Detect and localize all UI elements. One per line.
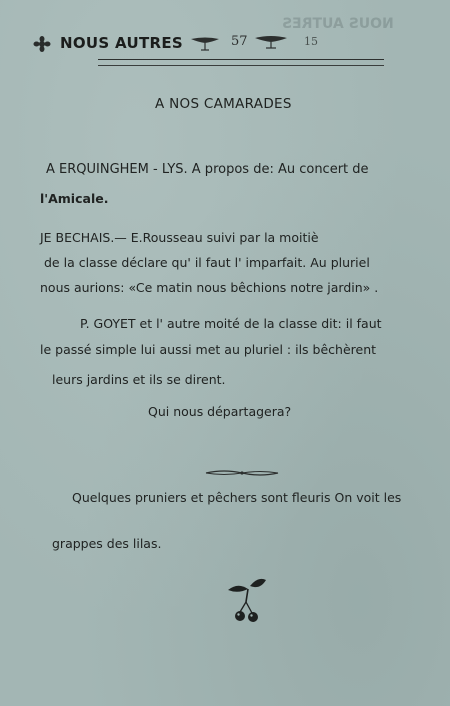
text-line: de la classe déclare qu' il faut l' imparfait. Au pluriel [44, 255, 370, 270]
header-rule [98, 59, 384, 66]
text-line: A ERQUINGHEM - LYS. A propos de: Au concert de [46, 162, 369, 177]
issue-number: 57 [231, 34, 248, 49]
article-title: A NOS CAMARADES [155, 96, 292, 112]
text-line: grappes des lilas. [52, 536, 162, 551]
flower-emblem-icon [33, 36, 51, 52]
text-line: Quelques pruniers et pêchers sont fleuris On voit les [72, 490, 402, 505]
text-line: JE BECHAIS.— E.Rousseau suivi par la moitiè [40, 230, 319, 245]
bleed-through-text: NOUS AUTRES [282, 16, 394, 32]
winged-ornament-icon [190, 34, 220, 52]
winged-ornament-icon [254, 32, 288, 50]
text-line: nous aurions: «Ce matin nous bêchions notre jardin» . [40, 280, 379, 295]
text-line: leurs jardins et ils se dirent. [52, 372, 226, 387]
scroll-divider-icon [204, 468, 280, 478]
text-line: le passé simple lui aussi met au pluriel : ils bêchèrent [40, 342, 377, 357]
text-line: P. GOYET et l' autre moité de la classe dit: il faut [80, 316, 382, 331]
issue-date: 15 [304, 35, 318, 48]
question-line: Qui nous départagera? [148, 404, 292, 419]
journal-title: NOUS AUTRES [60, 34, 183, 52]
text-line: l'Amicale. [40, 191, 109, 206]
cherry-branch-icon [222, 572, 270, 626]
